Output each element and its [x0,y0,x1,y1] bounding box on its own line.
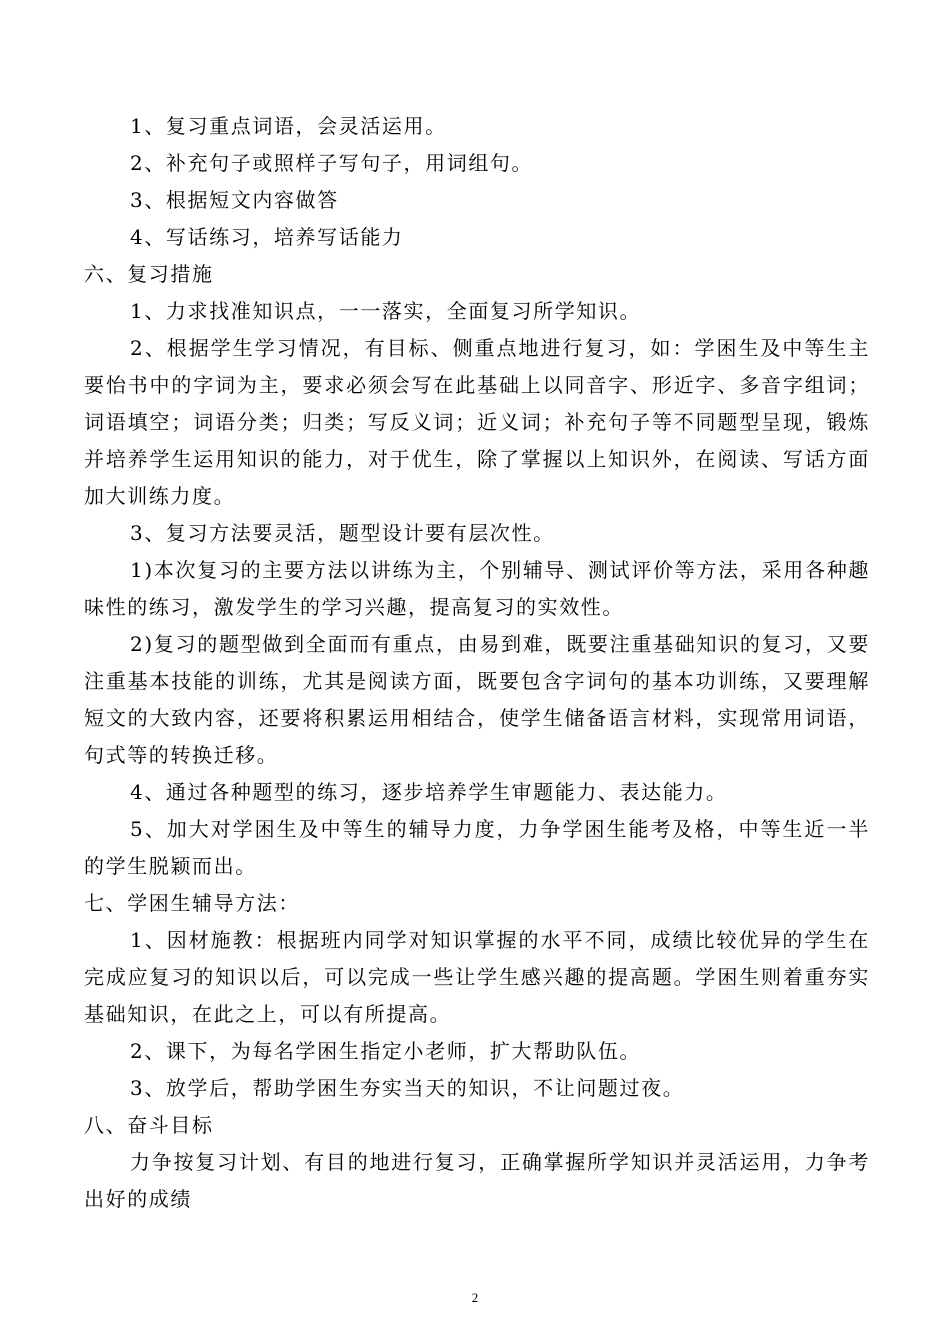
paragraph: 2、根据学生学习情况，有目标、侧重点地进行复习，如：学困生及中等生主要怡书中的字词为主，要求必须会写在此基础上以同音字、形近字、多音字组词；词语填空；词语分类；归类；写反义词；近义词；补充句子等不同题型呈现，锻炼并培养学生运用知识的能力，对于优生，除了掌握以上知识外，在阅读、写话方面加大训练力度。 [84,336,870,508]
paragraph: 4、写话练习，培养写话能力 [130,225,404,249]
section-heading: 六、复习措施 [84,262,214,286]
page-number: 2 [471,1290,479,1305]
paragraph: 1、力求找准知识点，一一落实，全面复习所学知识。 [130,299,642,323]
paragraph: 1)本次复习的主要方法以讲练为主，个别辅导、测试评价等方法，采用各种趣味性的练习，激发学生的学习兴趣，提高复习的实效性。 [84,558,870,619]
paragraph: 3、根据短文内容做答 [130,188,339,212]
section-heading: 七、学困生辅导方法： [84,891,300,915]
document-body [84,108,870,1218]
paragraph: 力争按复习计划、有目的地进行复习，正确掌握所学知识并灵活运用，力争考出好的成绩 [84,1150,870,1211]
paragraph: 4、通过各种题型的练习，逐步培养学生审题能力、表达能力。 [130,780,728,804]
paragraph: 2)复习的题型做到全面而有重点，由易到难，既要注重基础知识的复习，又要注重基本技能的训练，尤其是阅读方面，既要包含字词句的基本功训练，又要理解短文的大致内容，还要将积累运用相结合，使学生储备语言材料，实现常用词语，句式等的转换迁移。 [84,632,870,767]
paragraph: 3、放学后，帮助学困生夯实当天的知识，不让问题过夜。 [130,1076,685,1100]
paragraph: 5、加大对学困生及中等生的辅导力度，力争学困生能考及格，中等生近一半的学生脱颖而出。 [84,817,870,878]
paragraph: 2、补充句子或照样子写句子，用词组句。 [130,151,534,175]
section-heading: 八、奋斗目标 [84,1113,214,1137]
paragraph: 3、复习方法要灵活，题型设计要有层次性。 [130,521,555,545]
paragraph: 1、因材施教：根据班内同学对知识掌握的水平不同，成绩比较优异的学生在完成应复习的知识以后，可以完成一些让学生感兴趣的提高题。学困生则着重夯实基础知识，在此之上，可以有所提高。 [84,928,870,1026]
paragraph: 2、课下，为每名学困生指定小老师，扩大帮助队伍。 [130,1039,642,1063]
paragraph: 1、复习重点词语，会灵活运用。 [130,114,447,138]
